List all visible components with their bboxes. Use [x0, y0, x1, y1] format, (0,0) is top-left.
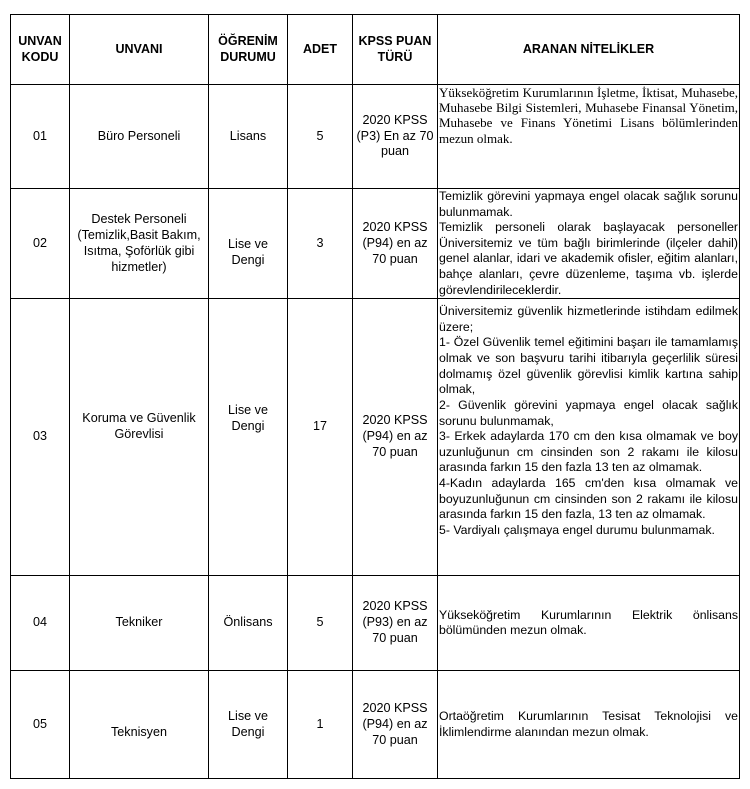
row-qualifications — [438, 671, 740, 779]
header-row — [11, 15, 740, 85]
row-kpss: 2020 KPSS (P3) En az 70 puan — [353, 85, 438, 189]
header-count: ADET — [288, 15, 353, 85]
title-text: Teknisyen — [110, 724, 167, 739]
row-count: 3 — [288, 189, 353, 299]
positions-table — [10, 14, 740, 779]
row-kpss: 2020 KPSS (P94) en az 70 puan — [353, 671, 438, 779]
qualification-line: Üniversitemiz güvenlik hizmetlerinde istihdam edilmek üzere; — [439, 304, 738, 334]
row-education — [209, 189, 288, 299]
table-row — [11, 576, 740, 671]
row-code: 02 — [11, 189, 70, 299]
header-kpss: KPSS PUAN TÜRÜ — [353, 15, 438, 85]
row-qualifications — [438, 189, 740, 299]
row-title — [70, 671, 209, 779]
qualification-line: 3- Erkek adaylarda 170 cm den kısa olmamak ve boy uzunluğunun cm cinsinden son 2 rakamı ile kilosu arasında farkın 15 den fazla 13 ten az olmamak. — [439, 429, 738, 475]
row-title: Destek Personeli (Temizlik,Basit Bakım, Isıtma, Şoförlük gibi hizmetler) — [70, 189, 209, 299]
header-qualifications: ARANAN NİTELİKLER — [438, 15, 740, 85]
row-education: Lise ve Dengi — [209, 671, 288, 779]
table-row — [11, 671, 740, 779]
row-code: 01 — [11, 85, 70, 189]
qualification-line: Yükseköğretim Kurumlarının İşletme, İktisat, Muhasebe, Muhasebe Bilgi Sistemleri, Muhasebe Finansal Yönetim, Muhasebe ve Finans Yönetimi Lisans bölümlerinden mezun olmak. — [439, 85, 738, 146]
count-text: 17 — [312, 419, 327, 434]
qualification-line: Yükseköğretim Kurumlarının Elektrik önlisans bölümünden mezun olmak. — [439, 607, 738, 638]
row-education — [209, 299, 288, 576]
row-count: 5 — [288, 576, 353, 671]
header-education: ÖĞRENİM DURUMU — [209, 15, 288, 85]
education-text: Lise ve Dengi — [228, 403, 268, 434]
row-kpss: 2020 KPSS (P94) en az 70 puan — [353, 299, 438, 576]
qualification-line: Temizlik görevini yapmaya engel olacak sağlık sorunu bulunmamak. — [439, 189, 738, 219]
row-count — [288, 299, 353, 576]
row-kpss: 2020 KPSS (P93) en az 70 puan — [353, 576, 438, 671]
row-title: Büro Personeli — [70, 85, 209, 189]
row-code: 03 — [11, 299, 70, 576]
row-count: 1 — [288, 671, 353, 779]
qualification-line: 4-Kadın adaylarda 165 cm'den kısa olmamak ve boyuzunluğunun cm cinsinden son 2 rakamı ile kilosu arasında farkın 15 den fazla, 13 ten az olmamak. — [439, 475, 738, 522]
row-education: Önlisans — [209, 576, 288, 671]
row-title — [70, 299, 209, 576]
title-text: Koruma ve Güvenlik Görevlisi — [82, 411, 196, 442]
qualification-line: 5- Vardiyalı çalışmaya engel durumu bulunmamak. — [439, 522, 715, 537]
row-code: 05 — [11, 671, 70, 779]
row-title: Tekniker — [70, 576, 209, 671]
qualification-line: 1- Özel Güvenlik temel eğitimini başarı ile tamamlamış olmak ve son başvuru tarihi itibarıyla geçerlilik süresi dolmamış özel güvenlik görevlisi kimlik kartına sahip olmak, — [439, 335, 738, 397]
header-code: UNVAN KODU — [11, 15, 70, 85]
education-text: Lise ve Dengi — [228, 236, 268, 267]
row-education: Lisans — [209, 85, 288, 189]
row-code: 04 — [11, 576, 70, 671]
table-row — [11, 85, 740, 189]
row-qualifications — [438, 85, 740, 189]
row-kpss: 2020 KPSS (P94) en az 70 puan — [353, 189, 438, 299]
qualification-line: 2- Güvenlik görevini yapmaya engel olacak sağlık sorunu bulunmamak, — [439, 397, 738, 428]
row-qualifications — [438, 576, 740, 671]
row-count: 5 — [288, 85, 353, 189]
qualification-line: Ortaöğretim Kurumlarının Tesisat Teknolojisi ve İklimlendirme alanından mezun olmak. — [439, 709, 738, 739]
header-title: UNVANI — [70, 15, 209, 85]
row-qualifications — [438, 299, 740, 576]
table-row — [11, 299, 740, 576]
qualification-line: Temizlik personeli olarak başlayacak personeller Üniversitemiz ve tüm bağlı birimlerinde (ilçeler dahil) genel alanlar, idari ve akademik ofisler, eğitim alanları, bahçe alanları, çevre düzenleme, taşıma vb. işlerde görevlendirileceklerdir. — [439, 220, 738, 297]
table-row — [11, 189, 740, 299]
